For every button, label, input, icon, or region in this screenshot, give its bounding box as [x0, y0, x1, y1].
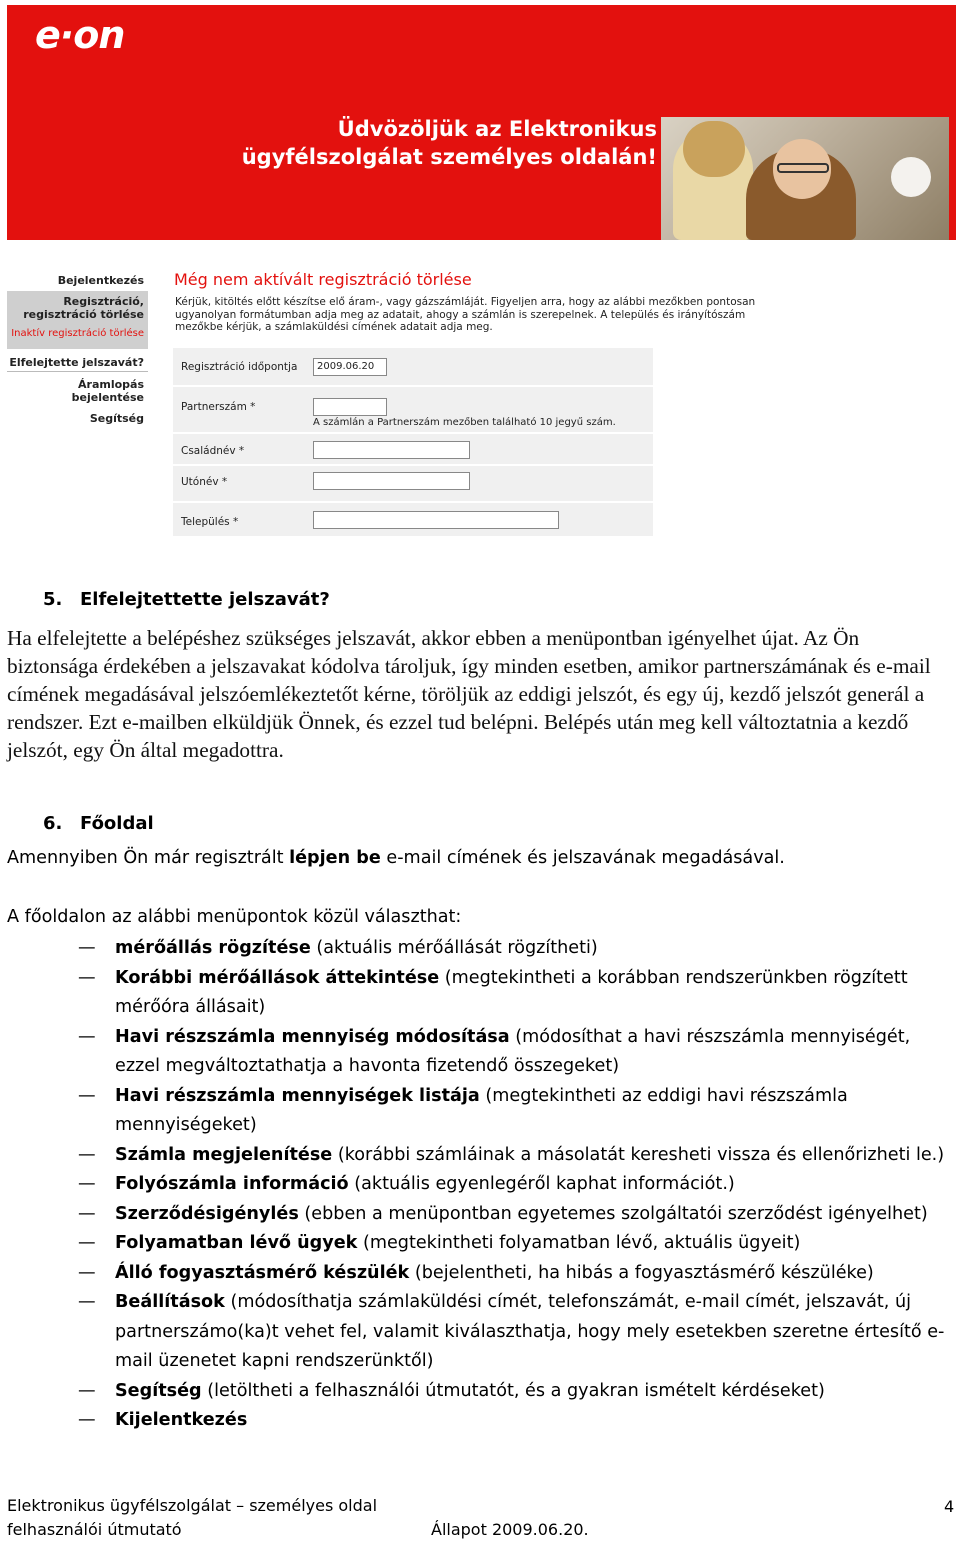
list-item-desc: (megtekintheti az eddigi havi részszámla mennyiségeket)	[115, 1085, 848, 1135]
list-item-desc: (korábbi számláinak a másolatát keresheti vissza és ellenőrizheti le.)	[332, 1144, 945, 1165]
list-item-desc: (bejelentheti, ha hibás a fogyasztásmérő készüléke)	[409, 1262, 874, 1283]
list-dash: —	[78, 1085, 96, 1106]
list-dash: —	[78, 1380, 96, 1401]
list-item-desc: (aktuális egyenlegéről kaphat információt.)	[348, 1174, 735, 1194]
intro-bold-login: lépjen be	[289, 848, 381, 868]
list-item-title: Korábbi mérőállások áttekintése	[115, 967, 440, 988]
list-item	[78, 1406, 953, 1436]
list-item	[78, 1377, 953, 1407]
form-title: Még nem aktívált regisztráció törlése	[174, 270, 472, 289]
footer-status: Állapot 2009.06.20.	[431, 1520, 589, 1539]
list-item-title: Havi részszámla mennyiségek listája	[115, 1085, 480, 1106]
list-item-title: Szerződésigénylés	[115, 1203, 299, 1224]
sidebar-item-theft-report[interactable]: Áramlopás bejelentése	[71, 378, 144, 404]
field-label-family-name: Családnév *	[181, 445, 245, 457]
list-item-title: Kijelentkezés	[115, 1410, 248, 1430]
field-label-partner-number: Partnerszám *	[181, 401, 256, 413]
list-item-desc: (aktuális mérőállását rögzítheti)	[310, 938, 598, 958]
page-number: 4	[944, 1497, 955, 1516]
partner-number-field[interactable]	[313, 398, 387, 416]
list-dash: —	[78, 1026, 96, 1047]
sidebar-item-login[interactable]: Bejelentkezés	[57, 274, 144, 287]
intro-post: e-mail címének és jelszavának megadásával.	[380, 848, 785, 868]
section-5-title: Elfelejtettette jelszavát?	[80, 589, 330, 610]
family-name-field[interactable]	[313, 441, 470, 459]
form-row-divider	[173, 385, 653, 387]
form-row-divider	[173, 501, 653, 503]
sidebar-item-registration[interactable]	[7, 291, 148, 349]
registration-delete-form	[173, 348, 653, 536]
eon-logo[interactable]: e·on	[35, 13, 125, 57]
field-label-registration-date: Regisztráció időpontja	[181, 361, 298, 373]
list-item	[78, 1229, 953, 1259]
list-item	[78, 1288, 953, 1377]
list-item	[78, 1200, 953, 1230]
list-dash: —	[78, 1144, 96, 1165]
list-item	[78, 1259, 953, 1289]
partner-number-hint: A számlán a Partnerszám mezőben található 10 jegyű szám.	[313, 417, 616, 428]
list-item-desc: (módosíthat a havi részszámla mennyiségét, ezzel megváltoztathatja a havonta fizetendő összegeket)	[115, 1026, 911, 1076]
list-item-title: Segítség	[115, 1380, 202, 1401]
list-dash: —	[78, 1292, 96, 1312]
list-item	[78, 1023, 953, 1082]
field-label-first-name: Utónév *	[181, 476, 228, 488]
list-dash: —	[78, 1174, 96, 1194]
form-intro: Kérjük, kitöltés előtt készítse elő áram-, vagy gázszámláját. Figyeljen arra, hogy az alábbi mezőkben pontosan ugyanolyan formátumban adja meg az adatait, ahogy a számlán is szerepelnek. A település és irányítószám mezőkbe kérjük, a számlaküldési címének adatait adja meg.	[175, 296, 756, 333]
section-5-body: Ha elfelejtette a belépéshez szükséges jelszavát, akkor ebben a menüpontban igényelhet újat. Az Ön biztonsága érdekében a jelszavakat kódolva tároljuk, így minden esetben, amikor partnerszámának és e-mail címének megadásával jelszóemlékeztetőt kérne, töröljük az eddigi jelszót, és egy új, kezdő jelszót generál a rendszer. Ezt e-mailben elküldjük Önnek, és ezzel tud belépni. Belépés után meg kell változtatnia a kezdő jelszót, egy Ön által megadottra.	[7, 626, 931, 762]
list-dash: —	[78, 1233, 96, 1253]
list-item-title: Folyamatban lévő ügyek	[115, 1233, 358, 1253]
list-item-desc: (megtekintheti folyamatban lévő, aktuális ügyeit)	[357, 1233, 801, 1253]
section-6-intro	[7, 848, 785, 868]
banner-photo	[661, 117, 949, 240]
sidebar-divider	[7, 371, 148, 372]
list-item-desc: (módosíthatja számlaküldési címét, telefonszámát, e-mail címét, jelszavát, új partnerszámo(ka)t vehet fel, valamit kiválaszthatja, hogy mely esetekben szeretne értesítő e-mail üzenetet kapni rendszerünktől)	[115, 1292, 945, 1371]
list-item-desc: (megtekintheti a korábban rendszerünkben rögzített mérőóra állásait)	[115, 967, 908, 1017]
list-dash: —	[78, 1203, 96, 1224]
list-item	[78, 934, 953, 964]
section-5-number: 5.	[43, 589, 63, 610]
field-label-settlement: Település *	[181, 516, 239, 528]
list-item	[78, 1141, 953, 1171]
eon-banner	[7, 5, 956, 240]
list-item-title: Havi részszámla mennyiség módosítása	[115, 1026, 510, 1047]
banner-title-line1: Üdvözöljük az Elektronikus	[337, 117, 657, 141]
list-dash: —	[78, 1262, 96, 1283]
list-item-title: mérőállás rögzítése	[115, 938, 311, 958]
section-6-title: Főoldal	[80, 813, 154, 834]
list-dash: —	[78, 1410, 96, 1430]
sidebar-subitem-inactive-delete[interactable]: Inaktív regisztráció törlése	[11, 328, 144, 339]
list-item-title: Beállítások	[115, 1292, 225, 1312]
banner-title-line2: ügyfélszolgálat személyes oldalán!	[241, 145, 657, 169]
list-item-title: Álló fogyasztásmérő készülék	[115, 1262, 410, 1283]
list-dash: —	[78, 938, 96, 958]
form-row-divider	[173, 464, 653, 466]
list-item-desc: (ebben a menüpontban egyetemes szolgáltatói szerződést igényelhet)	[298, 1203, 928, 1224]
section-6-number: 6.	[43, 813, 63, 834]
settlement-field[interactable]	[313, 511, 559, 529]
menu-item-list	[78, 934, 953, 1436]
list-item-desc: (letöltheti a felhasználói útmutatót, és a gyakran ismételt kérdéseket)	[201, 1380, 825, 1401]
list-item	[78, 1170, 953, 1200]
registration-date-field[interactable]: 2009.06.20	[313, 358, 387, 376]
list-item-title: Számla megjelenítése	[115, 1144, 333, 1165]
list-dash: —	[78, 967, 96, 988]
menu-lead: A főoldalon az alábbi menüpontok közül választhat:	[7, 907, 462, 927]
intro-pre: Amennyiben Ön már regisztrált	[7, 848, 290, 868]
list-item	[78, 964, 953, 1023]
banner-title	[197, 115, 657, 171]
form-row-divider	[173, 432, 653, 434]
sidebar-item-forgot-password[interactable]: Elfelejtette jelszavát?	[9, 356, 144, 369]
list-item	[78, 1082, 953, 1141]
footer-doc-subtitle: felhasználói útmutató	[7, 1520, 182, 1539]
section-6-heading	[43, 813, 154, 834]
sidebar-item-help[interactable]: Segítség	[89, 412, 144, 425]
first-name-field[interactable]	[313, 472, 470, 490]
section-5-heading	[43, 589, 330, 610]
sidebar-item-registration-label: Regisztráció, regisztráció törlése	[23, 295, 144, 321]
list-item-title: Folyószámla információ	[115, 1174, 349, 1194]
footer-doc-title: Elektronikus ügyfélszolgálat – személyes oldal	[7, 1496, 378, 1515]
